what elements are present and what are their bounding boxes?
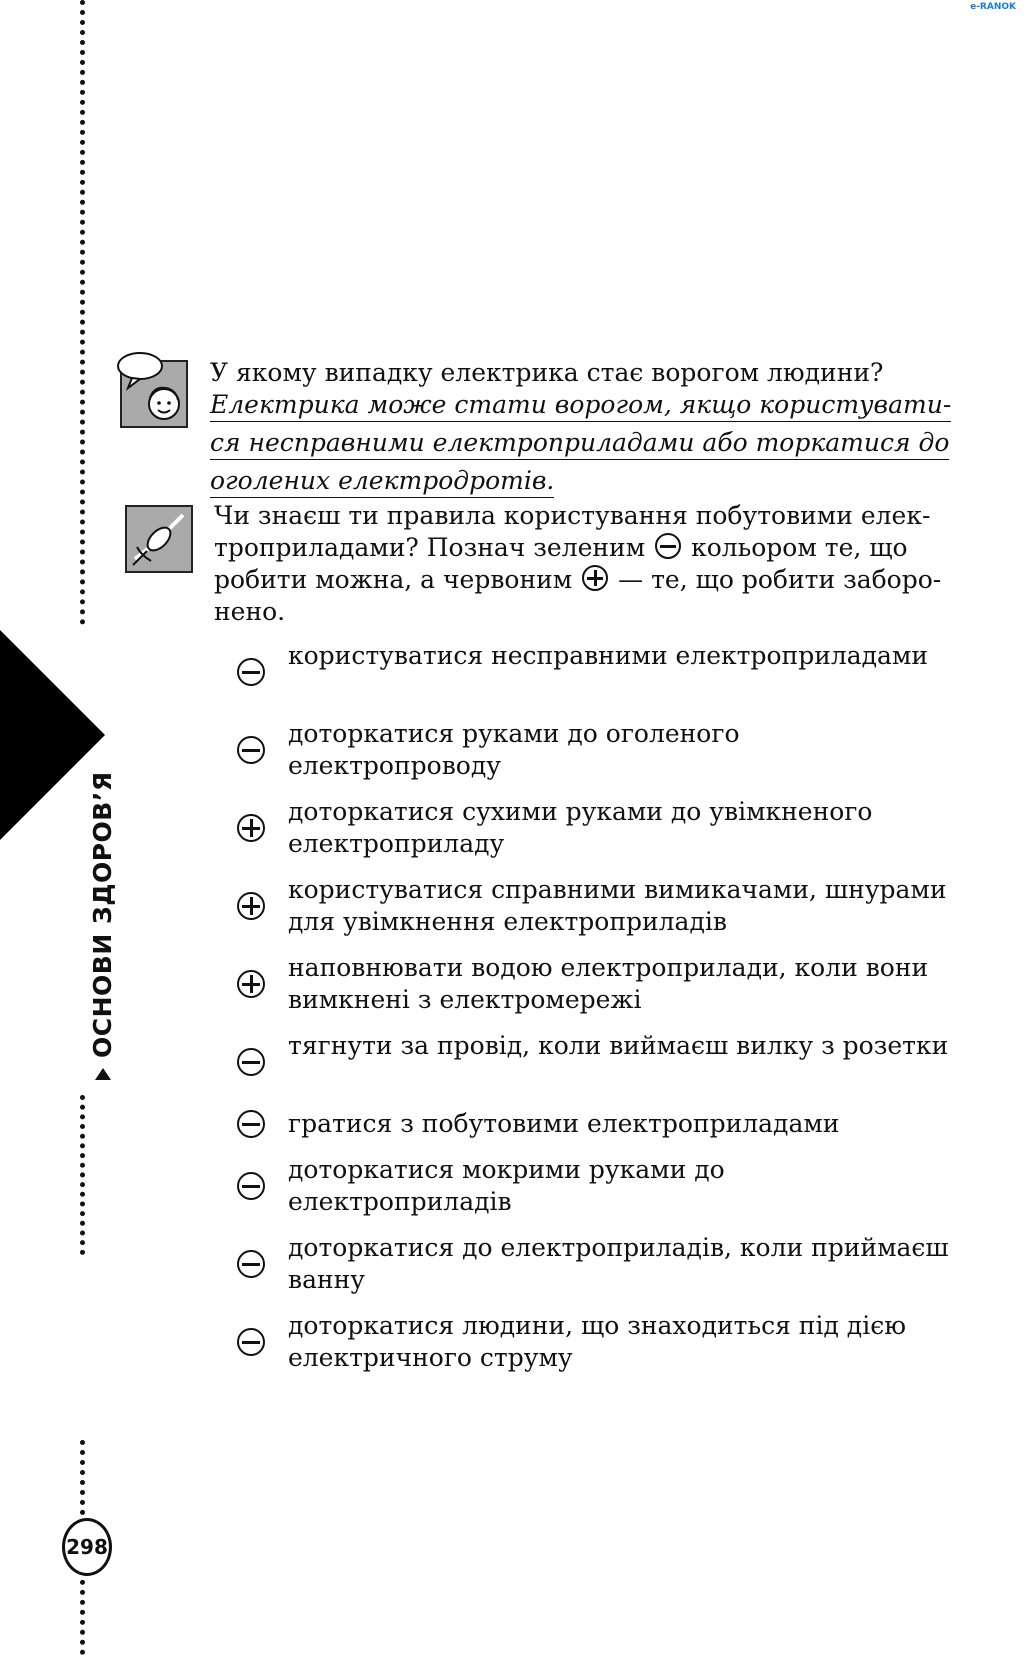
list-item: [230, 640, 950, 704]
plus-circle-icon: [237, 814, 265, 842]
task-line-3: [214, 564, 941, 596]
list-item-text: доторкатися людини, що знаходиться під дією електричного струму: [288, 1311, 906, 1372]
minus-circle-icon: [237, 1172, 265, 1200]
list-item-text: доторкатися руками до оголеного електропроводу: [288, 719, 740, 780]
task-line-4: нено.: [214, 597, 286, 626]
list-item: [230, 952, 950, 1016]
answer-line-3-text: оголених електродротів.: [210, 466, 554, 498]
list-item: [230, 718, 950, 782]
page-number: 298: [62, 1518, 112, 1576]
task-line-3-start: робити можна, а червоним: [214, 565, 573, 594]
task-line-2-start: троприладами? Познач зеленим: [214, 533, 646, 562]
list-item: [230, 874, 950, 938]
minus-circle-icon: [655, 533, 681, 559]
list-item: [230, 1154, 950, 1218]
section-label-text: ОСНОВИ ЗДОРОВ’Я: [88, 771, 117, 1058]
plus-circle-icon: [237, 892, 265, 920]
list-item-text: доторкатися мокрими руками до електроприладів: [288, 1155, 725, 1216]
side-dotted-line-middle: [80, 1095, 85, 1255]
list-item: [230, 1310, 950, 1374]
plus-circle-icon: [237, 970, 265, 998]
task-line-2-end: кольором те, що: [691, 533, 908, 562]
list-item-text: користуватися справними вимикачами, шнурами для увімкнення електроприладів: [288, 875, 947, 936]
list-item-text: гратися з побутовими електроприладами: [288, 1109, 840, 1138]
side-dotted-line-top: [80, 0, 85, 625]
pencil-task-icon: [125, 505, 193, 573]
minus-circle-icon: [237, 1048, 265, 1076]
answer-line-3: [210, 462, 554, 500]
publisher-logo: e-RANOK: [970, 2, 1016, 12]
list-item-text: тягнути за провід, коли виймаєш вилку з розетки: [288, 1031, 949, 1060]
list-item-text: користуватися несправними електроприладами: [288, 641, 929, 670]
list-item: [230, 796, 950, 860]
minus-circle-icon: [237, 1328, 265, 1356]
list-item-text: наповнювати водою електроприлади, коли вони вимкнені з електромережі: [288, 953, 929, 1014]
question-text: У якому випадку електрика стає ворогом людини?: [210, 358, 884, 387]
minus-circle-icon: [237, 658, 265, 686]
list-item-text: доторкатися сухими руками до увімкненого електроприладу: [288, 797, 873, 858]
list-item: [230, 1030, 950, 1094]
task-line-2: [214, 532, 941, 564]
task-line-3-end: — те, що робити заборо-: [618, 565, 942, 594]
answer-line-2-text: ся несправними електроприладами або торкатися до: [210, 428, 949, 460]
list-item: [230, 1108, 950, 1140]
list-item-text: доторкатися до електроприладів, коли приймаєш ванну: [288, 1233, 949, 1294]
task-line-1: Чи знаєш ти правила користування побутовими елек-: [214, 501, 931, 530]
minus-circle-icon: [237, 1110, 265, 1138]
list-item: [230, 1232, 950, 1296]
minus-circle-icon: [237, 1250, 265, 1278]
minus-circle-icon: [237, 736, 265, 764]
section-label: [88, 771, 117, 1080]
task-instruction: [214, 500, 941, 628]
arrow-right-icon: [95, 1068, 111, 1080]
answer-line-1: [210, 386, 951, 424]
answer-line-1-text: Електрика може стати ворогом, якщо користувати-: [210, 390, 951, 422]
plus-circle-icon: [582, 565, 608, 591]
rules-list: [230, 640, 950, 1388]
answer-line-2: [210, 424, 949, 462]
discussion-icon: [120, 360, 188, 428]
